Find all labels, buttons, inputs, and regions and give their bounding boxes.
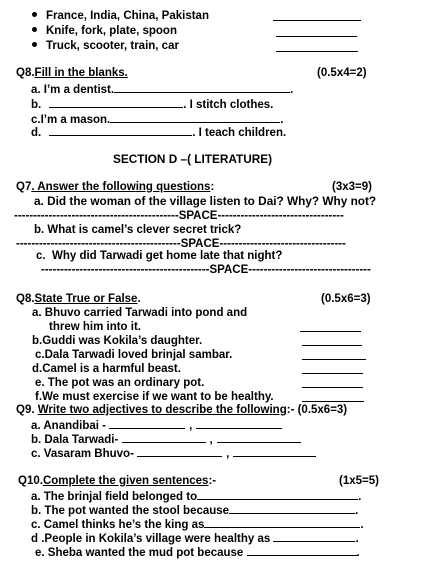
- list-item: [32, 26, 177, 38]
- dash-line: -------------------------------------------: [16, 238, 181, 250]
- bullet-icon: [32, 42, 37, 47]
- statement-text: c.Dala Tarwadi loved brinjal sambar.: [35, 349, 233, 361]
- answer-blank[interactable]: [247, 546, 357, 556]
- question-number: Q7: [16, 181, 32, 193]
- sentence-text: d.: [31, 127, 42, 139]
- sentence-end: .: [360, 519, 364, 531]
- answer-blank[interactable]: [276, 36, 357, 37]
- fill-blank-line: [31, 518, 364, 532]
- dash-line: --------------------------------------------: [41, 264, 210, 276]
- comma: ,: [189, 420, 193, 432]
- statement-text: a. Bhuvo carried Tarwadi into pond and: [32, 307, 248, 319]
- statement-text: e. The pot was an ordinary pot.: [35, 377, 205, 389]
- comma: ,: [209, 434, 213, 446]
- fill-blank-line: [31, 113, 283, 127]
- answer-blank[interactable]: [302, 359, 366, 360]
- question-number: Q8.: [16, 293, 35, 305]
- fill-blank-line: [31, 98, 273, 112]
- list-item-text: Knife, fork, plate, spoon: [46, 25, 177, 37]
- bullet-icon: [32, 27, 37, 32]
- answer-blank[interactable]: [300, 331, 361, 332]
- answer-blank[interactable]: [122, 433, 206, 443]
- statement-text: b.Guddi was Kokila’s daughter.: [32, 335, 203, 347]
- answer-blank[interactable]: [109, 419, 185, 429]
- fill-blank-line: [31, 532, 359, 546]
- question-heading: [18, 476, 216, 488]
- answer-blank[interactable]: [302, 387, 363, 388]
- fill-blank-line: [31, 490, 361, 504]
- question-number: Q9.: [16, 404, 38, 416]
- dash-line: --------------------------------: [248, 264, 371, 276]
- question-text: a. Did the woman of the village listen to Dai? Why? Why not?: [34, 194, 377, 208]
- comma: ,: [226, 448, 230, 460]
- question-title: Write two adjectives to describe the following: [37, 404, 287, 416]
- answer-blank[interactable]: [204, 518, 360, 528]
- sentence-end: .: [355, 533, 359, 545]
- marks: (0.5x6=3): [321, 293, 371, 305]
- sentence-text: b. The pot wanted the stool because: [31, 505, 230, 517]
- answer-blank[interactable]: [302, 373, 363, 374]
- sentence-text: . I teach children.: [192, 127, 287, 139]
- bullet-icon: [32, 12, 37, 17]
- question-heading: [16, 182, 214, 194]
- answer-blank[interactable]: [229, 504, 355, 514]
- list-item: [32, 11, 209, 23]
- space-label: SPACE: [209, 264, 249, 276]
- question-number: Q10.: [18, 475, 43, 487]
- answer-blank[interactable]: [196, 419, 282, 429]
- sentence-text: e. Sheba wanted the mud pot because: [35, 547, 247, 559]
- sentence-text: a. Anandibai -: [31, 420, 110, 432]
- answer-blank[interactable]: [233, 447, 316, 457]
- sentence-text: c.I’m a mason.: [31, 114, 111, 126]
- space-label: SPACE: [180, 238, 220, 250]
- answer-blank[interactable]: [49, 126, 192, 136]
- marks: :- (0.5x6=3): [286, 404, 348, 416]
- answer-blank[interactable]: [197, 490, 358, 500]
- sentence-text: d .People in Kokila’s village were healthy as: [31, 533, 274, 545]
- answer-blank[interactable]: [137, 447, 222, 457]
- answer-blank[interactable]: [49, 98, 183, 108]
- sentence-text: c. Vasaram Bhuvo-: [31, 448, 138, 460]
- list-item: [32, 41, 179, 53]
- marks: (3x3=9): [332, 181, 372, 193]
- sentence-text: .: [280, 114, 284, 126]
- answer-blank[interactable]: [273, 532, 355, 542]
- question-heading: [16, 405, 347, 417]
- statement-text: threw him into it.: [49, 321, 141, 333]
- space-separator: [14, 211, 344, 223]
- question-title-dot: .: [137, 293, 141, 305]
- fill-blank-line: [31, 419, 282, 433]
- marks: (0.5x4=2): [317, 67, 367, 79]
- answer-blank[interactable]: [110, 113, 280, 123]
- question-title: State True or False: [34, 293, 138, 305]
- answer-blank[interactable]: [273, 20, 361, 21]
- question-title: Complete the given sentences: [42, 475, 209, 487]
- dash-line: -------------------------------------------: [14, 210, 179, 222]
- sentence-text: .: [290, 84, 294, 96]
- dash-line: ---------------------------------: [219, 238, 346, 250]
- section-heading: SECTION D –( LITERATURE): [113, 152, 273, 166]
- sentence-text: a. I’m a dentist.: [31, 84, 115, 96]
- answer-blank[interactable]: [114, 83, 290, 93]
- list-item-text: Truck, scooter, train, car: [46, 40, 179, 52]
- sentence-text: a. The brinjal field belonged to: [31, 491, 198, 503]
- answer-blank[interactable]: [217, 433, 301, 443]
- question-text: c. Why did Tarwadi get home late that night?: [36, 250, 283, 262]
- dash-line: ---------------------------------: [217, 210, 344, 222]
- answer-blank[interactable]: [302, 345, 362, 346]
- fill-blank-line: [31, 433, 301, 447]
- space-separator: [41, 265, 371, 277]
- sentence-end: .: [356, 547, 360, 559]
- question-number: Q8.: [16, 67, 35, 79]
- sentence-text: c. Camel thinks he’s the king as: [31, 519, 205, 531]
- statement-text: d.Camel is a harmful beast.: [32, 363, 181, 375]
- fill-blank-line: [31, 504, 358, 518]
- answer-blank[interactable]: [276, 51, 358, 52]
- question-title-colon: :: [210, 181, 215, 193]
- answer-blank[interactable]: [302, 401, 364, 402]
- list-item-text: France, India, China, Pakistan: [46, 10, 209, 22]
- fill-blank-line: [35, 546, 360, 560]
- fill-blank-line: [31, 126, 286, 140]
- space-separator: [16, 239, 346, 251]
- question-heading: [16, 294, 141, 306]
- sentence-end: .: [358, 491, 362, 503]
- sentence-text: b.: [31, 99, 42, 111]
- question-text: b. What is camel’s clever secret trick?: [34, 224, 242, 236]
- sentence-end: .: [355, 505, 359, 517]
- question-title-colon: :-: [208, 475, 217, 487]
- question-title: . Answer the following questions: [31, 181, 211, 193]
- question-heading: [16, 68, 128, 80]
- space-label: SPACE: [178, 210, 218, 222]
- question-title: Fill in the blanks.: [34, 67, 128, 79]
- sentence-text: b. Dala Tarwadi-: [31, 434, 122, 446]
- fill-blank-line: [31, 447, 316, 461]
- sentence-text: . I stitch clothes.: [183, 99, 274, 111]
- fill-blank-line: [31, 83, 293, 97]
- marks: (1x5=5): [339, 475, 379, 487]
- statement-text: f.We must exercise if we want to be healthy.: [35, 391, 274, 403]
